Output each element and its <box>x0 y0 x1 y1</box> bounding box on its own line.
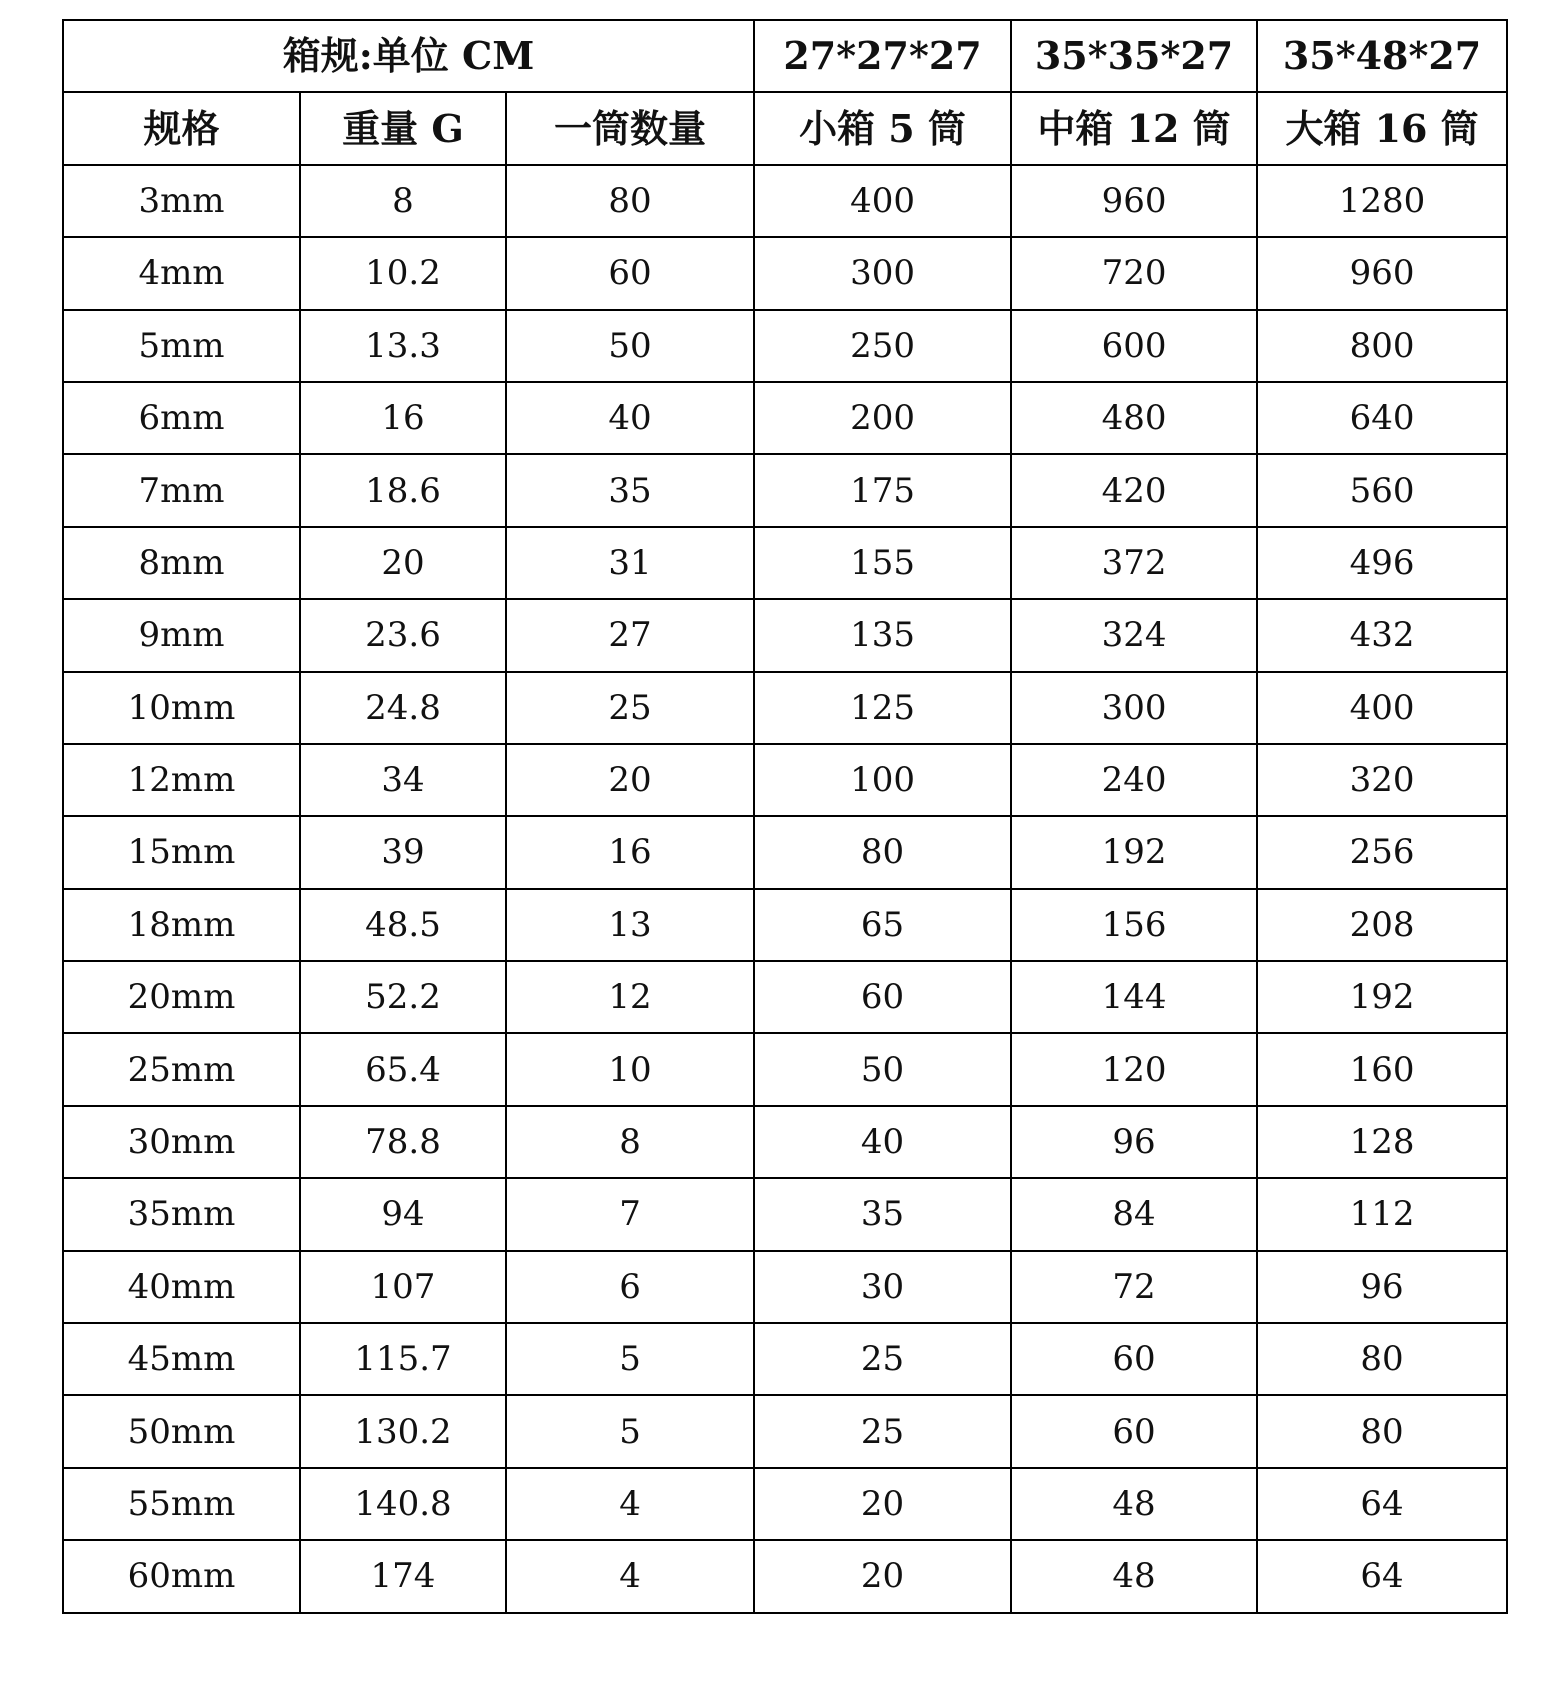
cell-weight: 48.5 <box>300 889 506 961</box>
cell-medium-box: 192 <box>1011 816 1257 888</box>
cell-per-tube: 10 <box>506 1033 754 1105</box>
table-row <box>63 744 1507 816</box>
cell-large-box: 160 <box>1257 1033 1507 1105</box>
cell-weight: 10.2 <box>300 237 506 309</box>
cell-per-tube: 8 <box>506 1106 754 1178</box>
cell-per-tube: 4 <box>506 1540 754 1612</box>
cell-per-tube: 4 <box>506 1468 754 1540</box>
large-box-size: 35*48*27 <box>1257 20 1507 92</box>
cell-medium-box: 48 <box>1011 1540 1257 1612</box>
title-row <box>63 20 1507 92</box>
cell-spec: 12mm <box>63 744 300 816</box>
cell-per-tube: 80 <box>506 165 754 237</box>
cell-small-box: 400 <box>754 165 1011 237</box>
cell-per-tube: 5 <box>506 1395 754 1467</box>
cell-large-box: 192 <box>1257 961 1507 1033</box>
table-row <box>63 1178 1507 1250</box>
table-row <box>63 237 1507 309</box>
cell-weight: 39 <box>300 816 506 888</box>
cell-large-box: 64 <box>1257 1540 1507 1612</box>
cell-medium-box: 720 <box>1011 237 1257 309</box>
cell-large-box: 1280 <box>1257 165 1507 237</box>
cell-weight: 65.4 <box>300 1033 506 1105</box>
cell-weight: 107 <box>300 1251 506 1323</box>
cell-medium-box: 324 <box>1011 599 1257 671</box>
table-row <box>63 1323 1507 1395</box>
cell-medium-box: 84 <box>1011 1178 1257 1250</box>
cell-small-box: 200 <box>754 382 1011 454</box>
cell-large-box: 960 <box>1257 237 1507 309</box>
cell-medium-box: 48 <box>1011 1468 1257 1540</box>
table-row <box>63 1106 1507 1178</box>
cell-medium-box: 144 <box>1011 961 1257 1033</box>
cell-large-box: 640 <box>1257 382 1507 454</box>
cell-spec: 9mm <box>63 599 300 671</box>
table-row <box>63 889 1507 961</box>
cell-per-tube: 60 <box>506 237 754 309</box>
table-row <box>63 672 1507 744</box>
cell-spec: 40mm <box>63 1251 300 1323</box>
cell-spec: 55mm <box>63 1468 300 1540</box>
cell-medium-box: 72 <box>1011 1251 1257 1323</box>
cell-per-tube: 25 <box>506 672 754 744</box>
table-row <box>63 310 1507 382</box>
cell-weight: 18.6 <box>300 454 506 526</box>
cell-weight: 24.8 <box>300 672 506 744</box>
cell-large-box: 128 <box>1257 1106 1507 1178</box>
cell-weight: 23.6 <box>300 599 506 671</box>
table-row <box>63 1395 1507 1467</box>
cell-spec: 15mm <box>63 816 300 888</box>
table-row <box>63 599 1507 671</box>
cell-per-tube: 20 <box>506 744 754 816</box>
cell-large-box: 432 <box>1257 599 1507 671</box>
cell-medium-box: 420 <box>1011 454 1257 526</box>
cell-spec: 4mm <box>63 237 300 309</box>
cell-weight: 130.2 <box>300 1395 506 1467</box>
box-spec-unit-label: 箱规:单位 CM <box>63 20 754 92</box>
cell-medium-box: 156 <box>1011 889 1257 961</box>
column-header-small-box: 小箱 5 筒 <box>754 92 1011 164</box>
small-box-size: 27*27*27 <box>754 20 1011 92</box>
cell-medium-box: 600 <box>1011 310 1257 382</box>
cell-medium-box: 372 <box>1011 527 1257 599</box>
cell-spec: 30mm <box>63 1106 300 1178</box>
cell-per-tube: 35 <box>506 454 754 526</box>
cell-large-box: 320 <box>1257 744 1507 816</box>
table-row <box>63 1033 1507 1105</box>
cell-medium-box: 240 <box>1011 744 1257 816</box>
cell-medium-box: 60 <box>1011 1395 1257 1467</box>
cell-per-tube: 7 <box>506 1178 754 1250</box>
cell-spec: 6mm <box>63 382 300 454</box>
cell-spec: 20mm <box>63 961 300 1033</box>
cell-large-box: 64 <box>1257 1468 1507 1540</box>
cell-small-box: 135 <box>754 599 1011 671</box>
cell-spec: 3mm <box>63 165 300 237</box>
cell-small-box: 25 <box>754 1323 1011 1395</box>
cell-spec: 45mm <box>63 1323 300 1395</box>
cell-per-tube: 50 <box>506 310 754 382</box>
column-header-large-box: 大箱 16 筒 <box>1257 92 1507 164</box>
cell-spec: 35mm <box>63 1178 300 1250</box>
cell-small-box: 65 <box>754 889 1011 961</box>
cell-spec: 60mm <box>63 1540 300 1612</box>
cell-medium-box: 960 <box>1011 165 1257 237</box>
cell-spec: 7mm <box>63 454 300 526</box>
table-row <box>63 527 1507 599</box>
cell-spec: 18mm <box>63 889 300 961</box>
packing-spec-table <box>62 19 1508 1614</box>
cell-spec: 8mm <box>63 527 300 599</box>
cell-weight: 140.8 <box>300 1468 506 1540</box>
medium-box-size: 35*35*27 <box>1011 20 1257 92</box>
cell-large-box: 400 <box>1257 672 1507 744</box>
column-header-medium-box: 中箱 12 筒 <box>1011 92 1257 164</box>
cell-per-tube: 13 <box>506 889 754 961</box>
cell-large-box: 560 <box>1257 454 1507 526</box>
cell-weight: 13.3 <box>300 310 506 382</box>
table-row <box>63 961 1507 1033</box>
cell-small-box: 300 <box>754 237 1011 309</box>
cell-large-box: 80 <box>1257 1395 1507 1467</box>
cell-per-tube: 27 <box>506 599 754 671</box>
cell-medium-box: 480 <box>1011 382 1257 454</box>
table-row <box>63 1468 1507 1540</box>
cell-weight: 115.7 <box>300 1323 506 1395</box>
cell-large-box: 496 <box>1257 527 1507 599</box>
cell-small-box: 20 <box>754 1540 1011 1612</box>
cell-spec: 5mm <box>63 310 300 382</box>
cell-small-box: 60 <box>754 961 1011 1033</box>
cell-weight: 8 <box>300 165 506 237</box>
table-row <box>63 1540 1507 1612</box>
cell-small-box: 155 <box>754 527 1011 599</box>
cell-weight: 94 <box>300 1178 506 1250</box>
cell-small-box: 80 <box>754 816 1011 888</box>
cell-small-box: 125 <box>754 672 1011 744</box>
column-header-row <box>63 92 1507 164</box>
cell-spec: 10mm <box>63 672 300 744</box>
cell-medium-box: 96 <box>1011 1106 1257 1178</box>
cell-medium-box: 60 <box>1011 1323 1257 1395</box>
cell-weight: 20 <box>300 527 506 599</box>
column-header-per-tube: 一筒数量 <box>506 92 754 164</box>
cell-large-box: 96 <box>1257 1251 1507 1323</box>
cell-spec: 50mm <box>63 1395 300 1467</box>
cell-small-box: 25 <box>754 1395 1011 1467</box>
column-header-weight: 重量 G <box>300 92 506 164</box>
cell-small-box: 30 <box>754 1251 1011 1323</box>
cell-large-box: 208 <box>1257 889 1507 961</box>
cell-per-tube: 31 <box>506 527 754 599</box>
cell-small-box: 100 <box>754 744 1011 816</box>
cell-small-box: 40 <box>754 1106 1011 1178</box>
cell-large-box: 80 <box>1257 1323 1507 1395</box>
table-row <box>63 454 1507 526</box>
cell-small-box: 35 <box>754 1178 1011 1250</box>
cell-small-box: 50 <box>754 1033 1011 1105</box>
cell-weight: 78.8 <box>300 1106 506 1178</box>
cell-per-tube: 5 <box>506 1323 754 1395</box>
cell-small-box: 250 <box>754 310 1011 382</box>
cell-large-box: 112 <box>1257 1178 1507 1250</box>
cell-per-tube: 6 <box>506 1251 754 1323</box>
column-header-spec: 规格 <box>63 92 300 164</box>
cell-spec: 25mm <box>63 1033 300 1105</box>
cell-medium-box: 300 <box>1011 672 1257 744</box>
cell-per-tube: 40 <box>506 382 754 454</box>
cell-weight: 16 <box>300 382 506 454</box>
cell-medium-box: 120 <box>1011 1033 1257 1105</box>
table-row <box>63 1251 1507 1323</box>
cell-large-box: 256 <box>1257 816 1507 888</box>
cell-weight: 34 <box>300 744 506 816</box>
cell-small-box: 175 <box>754 454 1011 526</box>
cell-per-tube: 16 <box>506 816 754 888</box>
cell-weight: 52.2 <box>300 961 506 1033</box>
table-row <box>63 382 1507 454</box>
cell-small-box: 20 <box>754 1468 1011 1540</box>
cell-per-tube: 12 <box>506 961 754 1033</box>
cell-large-box: 800 <box>1257 310 1507 382</box>
cell-weight: 174 <box>300 1540 506 1612</box>
table-row <box>63 816 1507 888</box>
table-row <box>63 165 1507 237</box>
